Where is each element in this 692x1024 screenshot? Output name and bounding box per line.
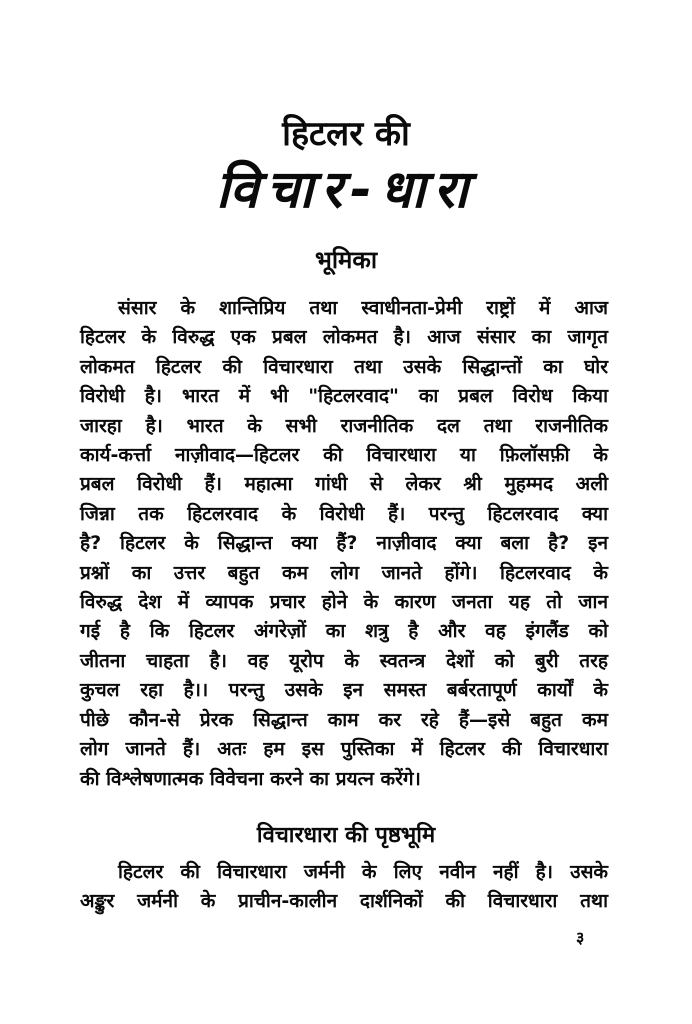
text-line: अङ्कुर जर्मनी के प्राचीन-कालीन दार्शनिकों की विचारधारा तथा <box>80 890 608 913</box>
text-line: हिटलर की विचारधारा जर्मनी के लिए नवीन नहीं है। उसके <box>118 861 608 883</box>
text-line: लोकमत हिटलर की विचारधारा तथा उसके सिद्धान्तों का घोर <box>80 355 608 378</box>
text-line: लोग जानते हैं। अतः हम इस पुस्तिका में हिटलर की विचारधारा <box>80 738 608 761</box>
text-line: हिटलर के विरुद्ध एक प्रबल लोकमत है। आज संसार का जागृत <box>80 326 608 349</box>
text-line: विरोधी है। भारत में भी "हिटलरवाद" का प्रबल विरोध किया <box>80 385 608 408</box>
text-line: कार्य-कर्त्ता नाज़ीवाद—हिटलर की विचारधारा या फ़िलॉसफ़ी के <box>80 444 608 467</box>
text-line: कुचल रहा है।। परन्तु उसके इन समस्त बर्बरतापूर्ण कार्यों के <box>80 679 608 702</box>
title-line-1: हिटलर की <box>282 114 410 154</box>
text-line: प्रश्नों का उत्तर बहुत कम लोग जानते होंगे। हिटलरवाद के <box>80 561 608 584</box>
text-line: जिन्ना तक हिटलरवाद के विरोधी हैं। परन्तु हिटलरवाद क्या <box>80 502 608 525</box>
background-paragraph <box>80 858 608 917</box>
text-line: है? हिटलर के सिद्धान्त क्या हैं? नाज़ीवाद क्या बला है? इन <box>80 532 608 555</box>
intro-paragraph <box>80 294 608 794</box>
page-number: ३ <box>576 928 585 947</box>
text-line: गई है कि हिटलर अंगरेज़ों का शत्रु है और वह इंगलैंड को <box>80 620 608 643</box>
section-heading-background: विचारधारा की पृष्ठभूमि <box>256 823 436 848</box>
title-line-2: विचार-धारा <box>216 160 476 220</box>
text-line: संसार के शान्तिप्रिय तथा स्वाधीनता-प्रेमी राष्ट्रों में आज <box>118 297 608 319</box>
text-line: प्रबल विरोधी हैं। महात्मा गांधी से लेकर श्री मुहम्मद अली <box>80 473 608 496</box>
text-line: पीछे कौन-से प्रेरक सिद्धान्त काम कर रहे हैं—इसे बहुत कम <box>80 708 608 731</box>
text-line: की विश्लेषणात्मक विवेचना करने का प्रयत्न करेंगे। <box>80 767 421 790</box>
text-line: जारहा है। भारत के सभी राजनीतिक दल तथा राजनीतिक <box>80 414 608 437</box>
section-heading-intro: भूमिका <box>314 246 378 274</box>
text-line: विरुद्ध देश में व्यापक प्रचार होने के कारण जनता यह तो जान <box>80 591 608 614</box>
text-line: जीतना चाहता है। वह यूरोप के स्वतन्त्र देशों को बुरी तरह <box>80 649 608 672</box>
